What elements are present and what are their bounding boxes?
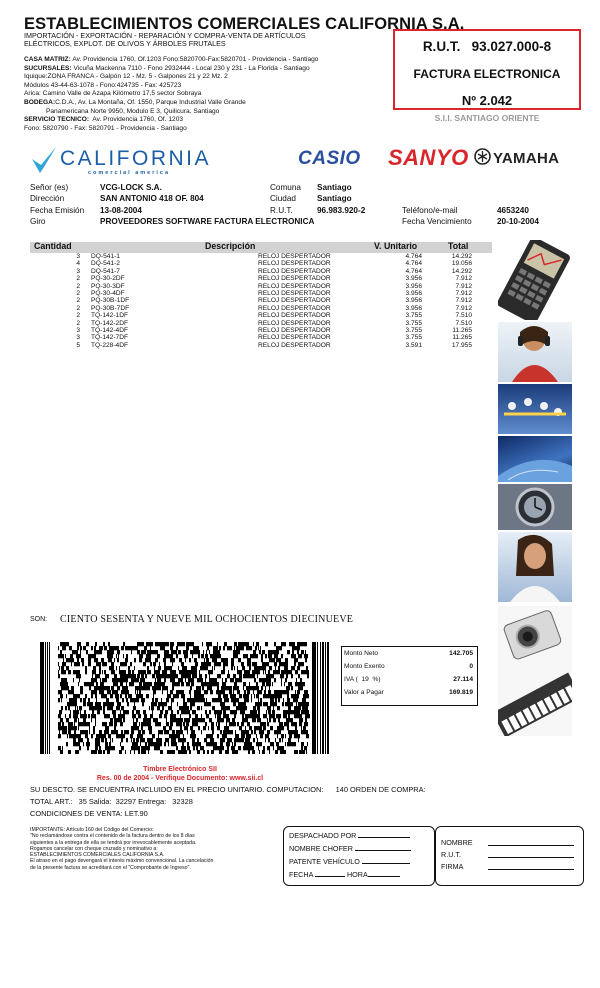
table-row (30, 305, 492, 312)
item-total: 7.510 (455, 312, 472, 320)
direccion-label: Dirección (30, 194, 65, 203)
item-unit-price: 4.764 (405, 253, 422, 260)
item-total: 7.912 (455, 297, 472, 305)
monto-exento: 0 (469, 663, 473, 670)
table-row (30, 334, 492, 341)
item-unit-price: 3.755 (405, 326, 422, 334)
senor-label: Señor (es) (30, 183, 69, 192)
pdf417-barcode (40, 642, 330, 754)
california-logo (30, 145, 212, 179)
item-unit-price: 3.956 (405, 275, 422, 283)
table-row (30, 253, 492, 260)
client-comuna: Santiago (317, 183, 352, 192)
item-description: RELOJ DESPERTADOR (258, 326, 331, 334)
client-giro: PROVEEDORES SOFTWARE FACTURA ELECTRONICA (100, 217, 315, 226)
item-code: DQ-541-7 (91, 267, 120, 275)
amount-in-words: CIENTO SESENTA Y NUEVE MIL OCHOCIENTOS DIECINUEVE (60, 614, 354, 625)
item-description: RELOJ DESPERTADOR (258, 341, 331, 349)
table-row (30, 275, 492, 282)
address-line: SUCURSALES: Vicuña Mackenna 7110 - Fono 2932444 - Local 230 y 231 - La Florida - Santiago (24, 64, 310, 72)
item-total: 14.292 (451, 253, 472, 260)
item-unit-price: 4.764 (405, 260, 422, 268)
item-total: 7.510 (455, 319, 472, 327)
item-unit-price: 3.591 (405, 341, 422, 349)
nombre-chofer-label: NOMBRE CHOFER (289, 844, 353, 853)
table-row (30, 342, 492, 349)
company-activity-line-2: ELÉCTRICOS, EXPLOT. DE OLIVOS Y ÁRBOLES FRUTALES (24, 39, 226, 49)
item-code: PQ-30B-7DF (91, 304, 130, 312)
item-unit-price: 3.956 (405, 304, 422, 312)
table-row (30, 283, 492, 290)
item-code: TQ-142-2DF (91, 319, 129, 327)
timbre-verify: Res. 00 de 2004 - Verifique Documento: www.sii.cl (96, 775, 264, 782)
item-total: 11.265 (452, 334, 472, 342)
company-addresses (24, 56, 318, 133)
issue-date: 13-08-2004 (100, 206, 142, 215)
telefono-label: Teléfono/e-mail (402, 206, 458, 215)
importante-line: "No reclamándose contra el contenido de la factura dentro de los 8 días (30, 833, 195, 840)
importante-line: Rogamos cancelar con cheque cruzado y nominativo a: (30, 845, 158, 852)
address-line: BODEGA:C.D.A., Av. La Montaña, Of. 1550, Parque Industrial Valle Grande (24, 98, 246, 106)
header-cantidad: Cantidad (34, 241, 72, 251)
items-table-body (30, 253, 492, 349)
item-code: PQ-30-2DF (91, 275, 125, 283)
table-row (30, 312, 492, 319)
iva-label: IVA ( 19 %) (344, 676, 381, 683)
comuna-label: Comuna (270, 183, 301, 192)
item-description: RELOJ DESPERTADOR (258, 297, 331, 305)
total-articles: TOTAL ART.: 35 Salida: 32297 Entrega: 32328 (30, 797, 193, 806)
california-tagline: comercial america (88, 170, 171, 176)
california-checkmark-icon (30, 145, 58, 175)
item-code: PQ-30-4DF (91, 289, 125, 297)
wristwatch-image (498, 484, 572, 530)
item-unit-price: 3.956 (405, 282, 422, 290)
due-date: 20-10-2004 (497, 217, 539, 226)
item-code: TQ-228-4DF (91, 341, 129, 349)
importante-line: ESTABLECIMIENTOS COMERCIALES CALIFORNIA S.A. (30, 852, 165, 859)
item-quantity: 3 (76, 253, 80, 260)
issuer-rut: R.U.T. 93.027.000-8 (422, 39, 552, 54)
item-total: 7.912 (455, 275, 472, 283)
item-quantity: 2 (76, 319, 80, 327)
address-line: SERVICIO TECNICO: Av. Providencia 1760, Of. 1203 (24, 116, 184, 124)
item-description: RELOJ DESPERTADOR (258, 275, 331, 283)
patente-vehiculo-label: PATENTE VEHÍCULO (289, 857, 360, 866)
item-total: 7.912 (455, 282, 472, 290)
header-descripcion: Descripción (205, 241, 256, 251)
header-total: Total (448, 241, 469, 251)
hora-label: HORA (346, 870, 368, 879)
item-quantity: 2 (76, 275, 80, 283)
table-row (30, 290, 492, 297)
item-quantity: 4 (76, 260, 80, 268)
sanyo-logo: SANYO (388, 145, 469, 170)
camera-keyboard-image (498, 606, 572, 736)
item-code: PQ-30-3DF (91, 282, 125, 290)
item-quantity: 2 (76, 312, 80, 320)
item-code: DQ-541-1 (91, 253, 120, 260)
item-quantity: 3 (76, 326, 80, 334)
importante-line: El atraso en el pago devengará el interés máximo convencional. La cancelación (30, 858, 214, 865)
fecha-emision-label: Fecha Emisión (30, 206, 85, 215)
iva-amount: 27.114 (453, 676, 473, 683)
client-ciudad: Santiago (317, 194, 352, 203)
item-unit-price: 3.956 (405, 297, 422, 305)
company-activity (24, 32, 306, 49)
ciudad-label: Ciudad (270, 194, 296, 203)
totals-box (341, 646, 478, 706)
importante-line: de la presente factura se acreditará con el "Comprobante de Ingreso". (30, 864, 191, 871)
item-code: TQ-142-7DF (91, 334, 129, 342)
item-unit-price: 3.755 (405, 319, 422, 327)
table-row (30, 268, 492, 275)
item-description: RELOJ DESPERTADOR (258, 260, 331, 268)
item-description: RELOJ DESPERTADOR (258, 334, 331, 342)
item-code: TQ-142-1DF (91, 312, 129, 320)
monto-neto: 142.705 (449, 650, 473, 657)
item-description: RELOJ DESPERTADOR (258, 253, 331, 260)
receipt-box (435, 826, 584, 886)
item-code: DQ-541-2 (91, 260, 120, 268)
despachado-por-label: DESPACHADO POR (289, 831, 357, 840)
table-row (30, 297, 492, 304)
table-row (30, 260, 492, 267)
monto-neto-label: Monto Neto (344, 650, 379, 657)
monto-exento-label: Monto Exento (344, 663, 385, 670)
item-quantity: 2 (76, 289, 80, 297)
item-unit-price: 4.764 (405, 267, 422, 275)
firma-label: FIRMA (441, 862, 464, 871)
table-row (30, 327, 492, 334)
dispatch-box (283, 826, 435, 886)
item-description: RELOJ DESPERTADOR (258, 282, 331, 290)
item-unit-price: 3.755 (405, 334, 422, 342)
item-description: RELOJ DESPERTADOR (258, 319, 331, 327)
item-total: 14.292 (451, 267, 472, 275)
fecha-label: FECHA (289, 870, 313, 879)
address-line: Fono: 5820790 - Fax: 5820791 - Providencia - Santiago (24, 124, 187, 132)
address-line: Iquique:ZONA FRANCA - Galpón 12 - Mz. 5 - Galpones 21 y 22 Mz. 2 (24, 73, 228, 81)
sii-office: S.I.I. SANTIAGO ORIENTE (434, 113, 540, 123)
sale-conditions: CONDICIONES DE VENTA: LET.90 (30, 809, 148, 818)
invoice-number: Nº 2.042 (461, 93, 513, 108)
company-name: ESTABLECIMIENTOS COMERCIALES CALIFORNIA S.A. (24, 15, 465, 33)
client-rut-label: R.U.T. (270, 206, 293, 215)
item-code: PQ-30B-1DF (91, 297, 130, 305)
woman-headphones-image (498, 322, 572, 382)
item-quantity: 2 (76, 297, 80, 305)
nombre-label: NOMBRE (441, 838, 473, 847)
item-total: 7.912 (455, 304, 472, 312)
item-quantity: 3 (76, 334, 80, 342)
address-line: Arica: Camino Valle de Azapa Kilómetro 17,5 sector Sobraya (24, 90, 202, 98)
item-unit-price: 3.956 (405, 289, 422, 297)
address-line: Módulos 43-44-63-1078 - Fono:424735 - Fax: 425723 (24, 81, 182, 89)
earth-image (498, 436, 572, 482)
client-address: SAN ANTONIO 418 OF. 804 (100, 194, 204, 203)
company-activity-line-1: IMPORTACIÓN - EXPORTACIÓN - REPARACIÓN Y COMPRA-VENTA DE ARTÍCULOS (24, 31, 306, 40)
importante-text (30, 827, 280, 871)
item-total: 19.056 (451, 260, 472, 268)
nombre-line (488, 845, 574, 846)
discount-note: SU DESCTO. SE ENCUENTRA INCLUIDO EN EL PRECIO UNITARIO. COMPUTACION: 140 ORDEN DE COMPRA: (30, 785, 426, 794)
skydivers-image (498, 384, 572, 434)
header-valor-unitario: V. Unitario (374, 241, 418, 251)
casio-logo: CASIO (298, 148, 361, 169)
document-type: FACTURA ELECTRONICA (413, 67, 561, 81)
valor-a-pagar: 169.819 (449, 689, 473, 696)
rut-box (393, 29, 581, 110)
item-description: RELOJ DESPERTADOR (258, 289, 331, 297)
item-quantity: 2 (76, 304, 80, 312)
item-quantity: 3 (76, 267, 80, 275)
valor-a-pagar-label: Valor a Pagar (344, 689, 384, 696)
woman-portrait-image (498, 532, 572, 602)
rut-line (488, 857, 574, 858)
address-line: CASA MATRIZ: Av. Providencia 1760, Of.1203 Fono:5820700-Fax:5820701 - Providencia - Santiago (24, 56, 319, 63)
item-unit-price: 3.755 (405, 312, 422, 320)
calculator-image (498, 240, 572, 320)
item-description: RELOJ DESPERTADOR (258, 304, 331, 312)
item-description: RELOJ DESPERTADOR (258, 312, 331, 320)
item-total: 11.265 (452, 326, 472, 334)
yamaha-logo: YAMAHA (493, 150, 560, 167)
client-telefono: 4653240 (497, 206, 529, 215)
item-total: 17.955 (451, 341, 472, 349)
table-row (30, 320, 492, 327)
son-label: SON: (30, 616, 48, 623)
table-header-bar (30, 242, 492, 253)
yamaha-emblem-icon (474, 148, 491, 170)
item-total: 7.912 (455, 289, 472, 297)
item-quantity: 5 (76, 341, 80, 349)
client-name: VCG-LOCK S.A. (100, 183, 162, 192)
client-rut: 96.983.920-2 (317, 206, 366, 215)
firma-line (488, 869, 574, 870)
importante-line: siguientes a la entrega de ella se tendrá por irrevocablemente aceptada. (30, 839, 197, 846)
item-code: TQ-142-4DF (91, 326, 129, 334)
item-description: RELOJ DESPERTADOR (258, 267, 331, 275)
item-quantity: 2 (76, 282, 80, 290)
giro-label: Giro (30, 217, 46, 226)
receipt-rut-label: R.U.T. (441, 850, 461, 859)
timbre-title: Timbre Electrónico SII (143, 766, 217, 773)
vencimiento-label: Fecha Vencimiento (402, 217, 472, 226)
importante-line: IMPORTANTE: Artículo 160 del Código del Comercio: (30, 827, 154, 833)
address-line: Panamericana Norte 9950, Modulo E 3, Quilicura, Santiago (24, 107, 220, 115)
california-wordmark: CALIFORNIA (60, 147, 212, 170)
